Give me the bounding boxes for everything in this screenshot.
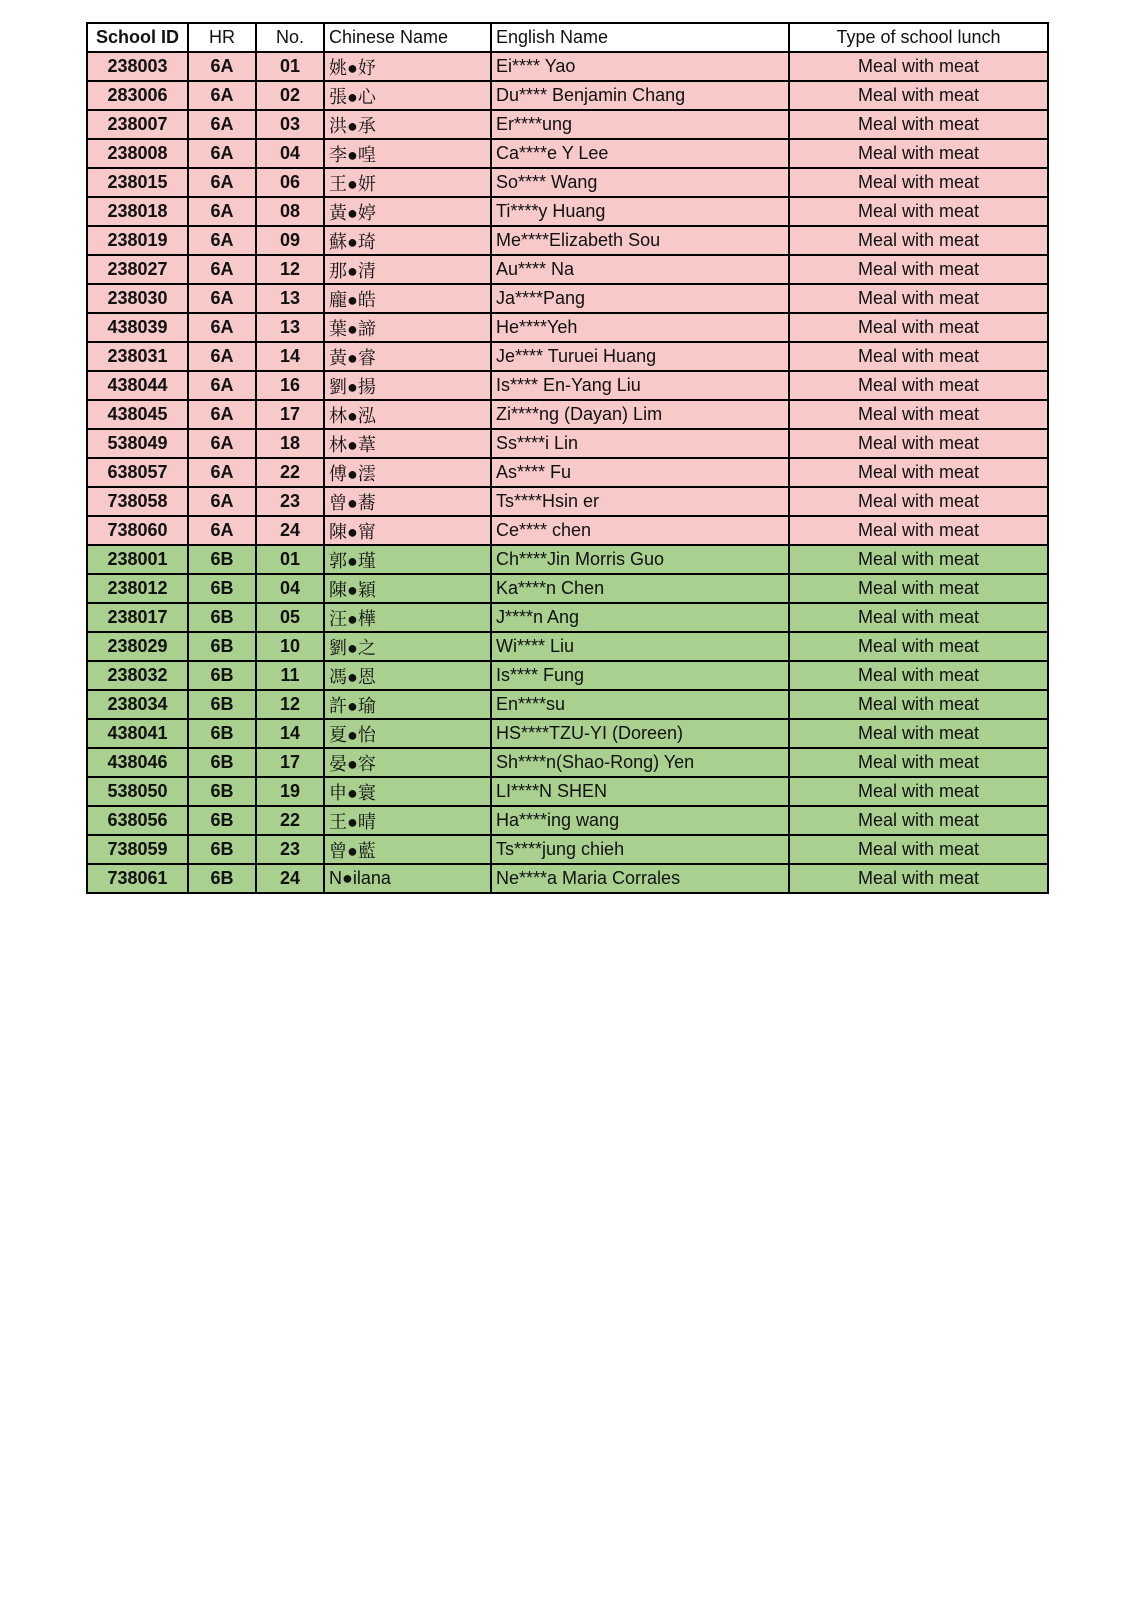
cell-lunch-type: Meal with meat	[789, 110, 1048, 139]
header-english-name: English Name	[491, 23, 789, 52]
cell-english-name: Ei**** Yao	[491, 52, 789, 81]
cell-hr: 6A	[188, 371, 256, 400]
cell-school-id: 238007	[87, 110, 188, 139]
table-row	[87, 458, 1048, 487]
cell-hr: 6A	[188, 284, 256, 313]
cell-chinese-name: 晏●容	[324, 748, 491, 777]
cell-lunch-type: Meal with meat	[789, 255, 1048, 284]
cell-no: 05	[256, 603, 324, 632]
cell-chinese-name: 林●葦	[324, 429, 491, 458]
table-row	[87, 661, 1048, 690]
cell-chinese-name: 黃●睿	[324, 342, 491, 371]
cell-english-name: Au**** Na	[491, 255, 789, 284]
cell-school-id: 638057	[87, 458, 188, 487]
cell-chinese-name: 曾●蕎	[324, 487, 491, 516]
cell-hr: 6B	[188, 806, 256, 835]
cell-lunch-type: Meal with meat	[789, 313, 1048, 342]
cell-hr: 6A	[188, 342, 256, 371]
table-row	[87, 197, 1048, 226]
cell-english-name: Ss****i Lin	[491, 429, 789, 458]
cell-school-id: 238015	[87, 168, 188, 197]
cell-hr: 6B	[188, 661, 256, 690]
cell-english-name: HS****TZU-YI (Doreen)	[491, 719, 789, 748]
cell-chinese-name: 黃●婷	[324, 197, 491, 226]
cell-hr: 6A	[188, 226, 256, 255]
cell-school-id: 238019	[87, 226, 188, 255]
header-school-id: School ID	[87, 23, 188, 52]
cell-lunch-type: Meal with meat	[789, 52, 1048, 81]
cell-chinese-name: 傅●澐	[324, 458, 491, 487]
cell-hr: 6A	[188, 81, 256, 110]
cell-chinese-name: 許●瑜	[324, 690, 491, 719]
table-row	[87, 864, 1048, 893]
cell-chinese-name: 林●泓	[324, 400, 491, 429]
header-chinese-name: Chinese Name	[324, 23, 491, 52]
cell-english-name: LI****N SHEN	[491, 777, 789, 806]
cell-english-name: Ts****jung chieh	[491, 835, 789, 864]
cell-lunch-type: Meal with meat	[789, 342, 1048, 371]
table-row	[87, 226, 1048, 255]
cell-no: 13	[256, 284, 324, 313]
cell-lunch-type: Meal with meat	[789, 458, 1048, 487]
cell-english-name: Ca****e Y Lee	[491, 139, 789, 168]
cell-chinese-name: 蘇●琦	[324, 226, 491, 255]
table-header	[87, 23, 1048, 52]
cell-english-name: Ce**** chen	[491, 516, 789, 545]
table-row	[87, 110, 1048, 139]
cell-no: 14	[256, 342, 324, 371]
header-row	[87, 23, 1048, 52]
header-no: No.	[256, 23, 324, 52]
cell-no: 01	[256, 545, 324, 574]
cell-school-id: 538049	[87, 429, 188, 458]
table-row	[87, 603, 1048, 632]
cell-no: 09	[256, 226, 324, 255]
table-row	[87, 516, 1048, 545]
cell-no: 22	[256, 806, 324, 835]
table-row	[87, 545, 1048, 574]
table-row	[87, 632, 1048, 661]
cell-english-name: Ha****ing wang	[491, 806, 789, 835]
cell-chinese-name: 陳●穎	[324, 574, 491, 603]
cell-hr: 6B	[188, 574, 256, 603]
cell-school-id: 238001	[87, 545, 188, 574]
table-row	[87, 371, 1048, 400]
cell-lunch-type: Meal with meat	[789, 197, 1048, 226]
cell-hr: 6A	[188, 197, 256, 226]
cell-hr: 6A	[188, 487, 256, 516]
cell-hr: 6A	[188, 255, 256, 284]
cell-english-name: En****su	[491, 690, 789, 719]
cell-no: 16	[256, 371, 324, 400]
table-row	[87, 139, 1048, 168]
cell-school-id: 438046	[87, 748, 188, 777]
table-row	[87, 255, 1048, 284]
cell-school-id: 738058	[87, 487, 188, 516]
cell-school-id: 438041	[87, 719, 188, 748]
cell-school-id: 438045	[87, 400, 188, 429]
cell-no: 02	[256, 81, 324, 110]
cell-hr: 6B	[188, 603, 256, 632]
table-body	[87, 52, 1048, 893]
cell-hr: 6B	[188, 777, 256, 806]
cell-chinese-name: 姚●妤	[324, 52, 491, 81]
cell-hr: 6A	[188, 139, 256, 168]
cell-english-name: Du**** Benjamin Chang	[491, 81, 789, 110]
cell-school-id: 738059	[87, 835, 188, 864]
cell-english-name: Ti****y Huang	[491, 197, 789, 226]
cell-chinese-name: 張●心	[324, 81, 491, 110]
cell-chinese-name: N●ilana	[324, 864, 491, 893]
cell-chinese-name: 劉●之	[324, 632, 491, 661]
cell-chinese-name: 那●清	[324, 255, 491, 284]
table-row	[87, 574, 1048, 603]
table-row	[87, 777, 1048, 806]
table-row	[87, 52, 1048, 81]
cell-english-name: Wi**** Liu	[491, 632, 789, 661]
cell-chinese-name: 申●寰	[324, 777, 491, 806]
cell-no: 11	[256, 661, 324, 690]
cell-hr: 6B	[188, 690, 256, 719]
cell-school-id: 238017	[87, 603, 188, 632]
cell-hr: 6A	[188, 400, 256, 429]
table-row	[87, 806, 1048, 835]
cell-english-name: As**** Fu	[491, 458, 789, 487]
cell-chinese-name: 陳●甯	[324, 516, 491, 545]
cell-chinese-name: 汪●樺	[324, 603, 491, 632]
cell-lunch-type: Meal with meat	[789, 81, 1048, 110]
cell-lunch-type: Meal with meat	[789, 661, 1048, 690]
cell-no: 13	[256, 313, 324, 342]
cell-no: 04	[256, 139, 324, 168]
cell-hr: 6A	[188, 168, 256, 197]
cell-school-id: 238012	[87, 574, 188, 603]
cell-no: 14	[256, 719, 324, 748]
lunch-roster-table	[86, 22, 1049, 894]
cell-lunch-type: Meal with meat	[789, 603, 1048, 632]
cell-hr: 6A	[188, 313, 256, 342]
cell-english-name: So**** Wang	[491, 168, 789, 197]
cell-no: 08	[256, 197, 324, 226]
table-row	[87, 719, 1048, 748]
cell-school-id: 238027	[87, 255, 188, 284]
table-row	[87, 313, 1048, 342]
cell-school-id: 283006	[87, 81, 188, 110]
cell-lunch-type: Meal with meat	[789, 748, 1048, 777]
cell-chinese-name: 龐●皓	[324, 284, 491, 313]
cell-hr: 6A	[188, 52, 256, 81]
cell-english-name: Me****Elizabeth Sou	[491, 226, 789, 255]
cell-no: 10	[256, 632, 324, 661]
cell-english-name: Ts****Hsin er	[491, 487, 789, 516]
cell-no: 18	[256, 429, 324, 458]
cell-no: 22	[256, 458, 324, 487]
cell-lunch-type: Meal with meat	[789, 226, 1048, 255]
cell-english-name: He****Yeh	[491, 313, 789, 342]
table-row	[87, 748, 1048, 777]
cell-school-id: 538050	[87, 777, 188, 806]
cell-school-id: 238029	[87, 632, 188, 661]
cell-no: 12	[256, 255, 324, 284]
cell-hr: 6B	[188, 835, 256, 864]
cell-chinese-name: 夏●怡	[324, 719, 491, 748]
cell-no: 12	[256, 690, 324, 719]
table-row	[87, 168, 1048, 197]
cell-lunch-type: Meal with meat	[789, 284, 1048, 313]
cell-english-name: J****n Ang	[491, 603, 789, 632]
cell-lunch-type: Meal with meat	[789, 690, 1048, 719]
cell-no: 04	[256, 574, 324, 603]
cell-chinese-name: 王●晴	[324, 806, 491, 835]
cell-lunch-type: Meal with meat	[789, 777, 1048, 806]
cell-no: 17	[256, 400, 324, 429]
cell-school-id: 438044	[87, 371, 188, 400]
cell-lunch-type: Meal with meat	[789, 139, 1048, 168]
cell-english-name: Ja****Pang	[491, 284, 789, 313]
cell-chinese-name: 曾●藍	[324, 835, 491, 864]
cell-school-id: 738060	[87, 516, 188, 545]
cell-school-id: 238018	[87, 197, 188, 226]
cell-no: 19	[256, 777, 324, 806]
cell-hr: 6B	[188, 748, 256, 777]
cell-no: 03	[256, 110, 324, 139]
cell-english-name: Ne****a Maria Corrales	[491, 864, 789, 893]
cell-hr: 6A	[188, 458, 256, 487]
cell-hr: 6A	[188, 110, 256, 139]
cell-hr: 6A	[188, 516, 256, 545]
cell-english-name: Ch****Jin Morris Guo	[491, 545, 789, 574]
cell-english-name: Is**** En-Yang Liu	[491, 371, 789, 400]
table-row	[87, 284, 1048, 313]
cell-no: 06	[256, 168, 324, 197]
cell-lunch-type: Meal with meat	[789, 574, 1048, 603]
cell-lunch-type: Meal with meat	[789, 632, 1048, 661]
cell-chinese-name: 李●喤	[324, 139, 491, 168]
cell-no: 01	[256, 52, 324, 81]
cell-chinese-name: 王●妍	[324, 168, 491, 197]
cell-school-id: 238032	[87, 661, 188, 690]
cell-english-name: Je**** Turuei Huang	[491, 342, 789, 371]
cell-school-id: 738061	[87, 864, 188, 893]
cell-english-name: Sh****n(Shao-Rong) Yen	[491, 748, 789, 777]
table-row	[87, 690, 1048, 719]
table-row	[87, 835, 1048, 864]
cell-chinese-name: 郭●瑾	[324, 545, 491, 574]
table-row	[87, 400, 1048, 429]
cell-school-id: 238008	[87, 139, 188, 168]
cell-no: 23	[256, 487, 324, 516]
cell-school-id: 238034	[87, 690, 188, 719]
cell-school-id: 238003	[87, 52, 188, 81]
cell-lunch-type: Meal with meat	[789, 719, 1048, 748]
cell-hr: 6B	[188, 719, 256, 748]
table-row	[87, 487, 1048, 516]
cell-lunch-type: Meal with meat	[789, 168, 1048, 197]
cell-english-name: Er****ung	[491, 110, 789, 139]
cell-school-id: 238031	[87, 342, 188, 371]
cell-chinese-name: 劉●揚	[324, 371, 491, 400]
cell-school-id: 638056	[87, 806, 188, 835]
cell-lunch-type: Meal with meat	[789, 806, 1048, 835]
cell-chinese-name: 馮●恩	[324, 661, 491, 690]
cell-lunch-type: Meal with meat	[789, 835, 1048, 864]
header-hr: HR	[188, 23, 256, 52]
cell-hr: 6B	[188, 632, 256, 661]
cell-school-id: 238030	[87, 284, 188, 313]
cell-no: 24	[256, 864, 324, 893]
cell-english-name: Is**** Fung	[491, 661, 789, 690]
header-lunch-type: Type of school lunch	[789, 23, 1048, 52]
cell-no: 24	[256, 516, 324, 545]
cell-lunch-type: Meal with meat	[789, 864, 1048, 893]
cell-school-id: 438039	[87, 313, 188, 342]
cell-chinese-name: 葉●諦	[324, 313, 491, 342]
cell-english-name: Zi****ng (Dayan) Lim	[491, 400, 789, 429]
cell-lunch-type: Meal with meat	[789, 371, 1048, 400]
table-row	[87, 81, 1048, 110]
cell-lunch-type: Meal with meat	[789, 400, 1048, 429]
cell-lunch-type: Meal with meat	[789, 516, 1048, 545]
table-row	[87, 429, 1048, 458]
cell-chinese-name: 洪●承	[324, 110, 491, 139]
cell-lunch-type: Meal with meat	[789, 545, 1048, 574]
cell-lunch-type: Meal with meat	[789, 487, 1048, 516]
cell-hr: 6B	[188, 545, 256, 574]
cell-no: 17	[256, 748, 324, 777]
cell-hr: 6B	[188, 864, 256, 893]
table-row	[87, 342, 1048, 371]
cell-english-name: Ka****n Chen	[491, 574, 789, 603]
cell-lunch-type: Meal with meat	[789, 429, 1048, 458]
cell-hr: 6A	[188, 429, 256, 458]
cell-no: 23	[256, 835, 324, 864]
